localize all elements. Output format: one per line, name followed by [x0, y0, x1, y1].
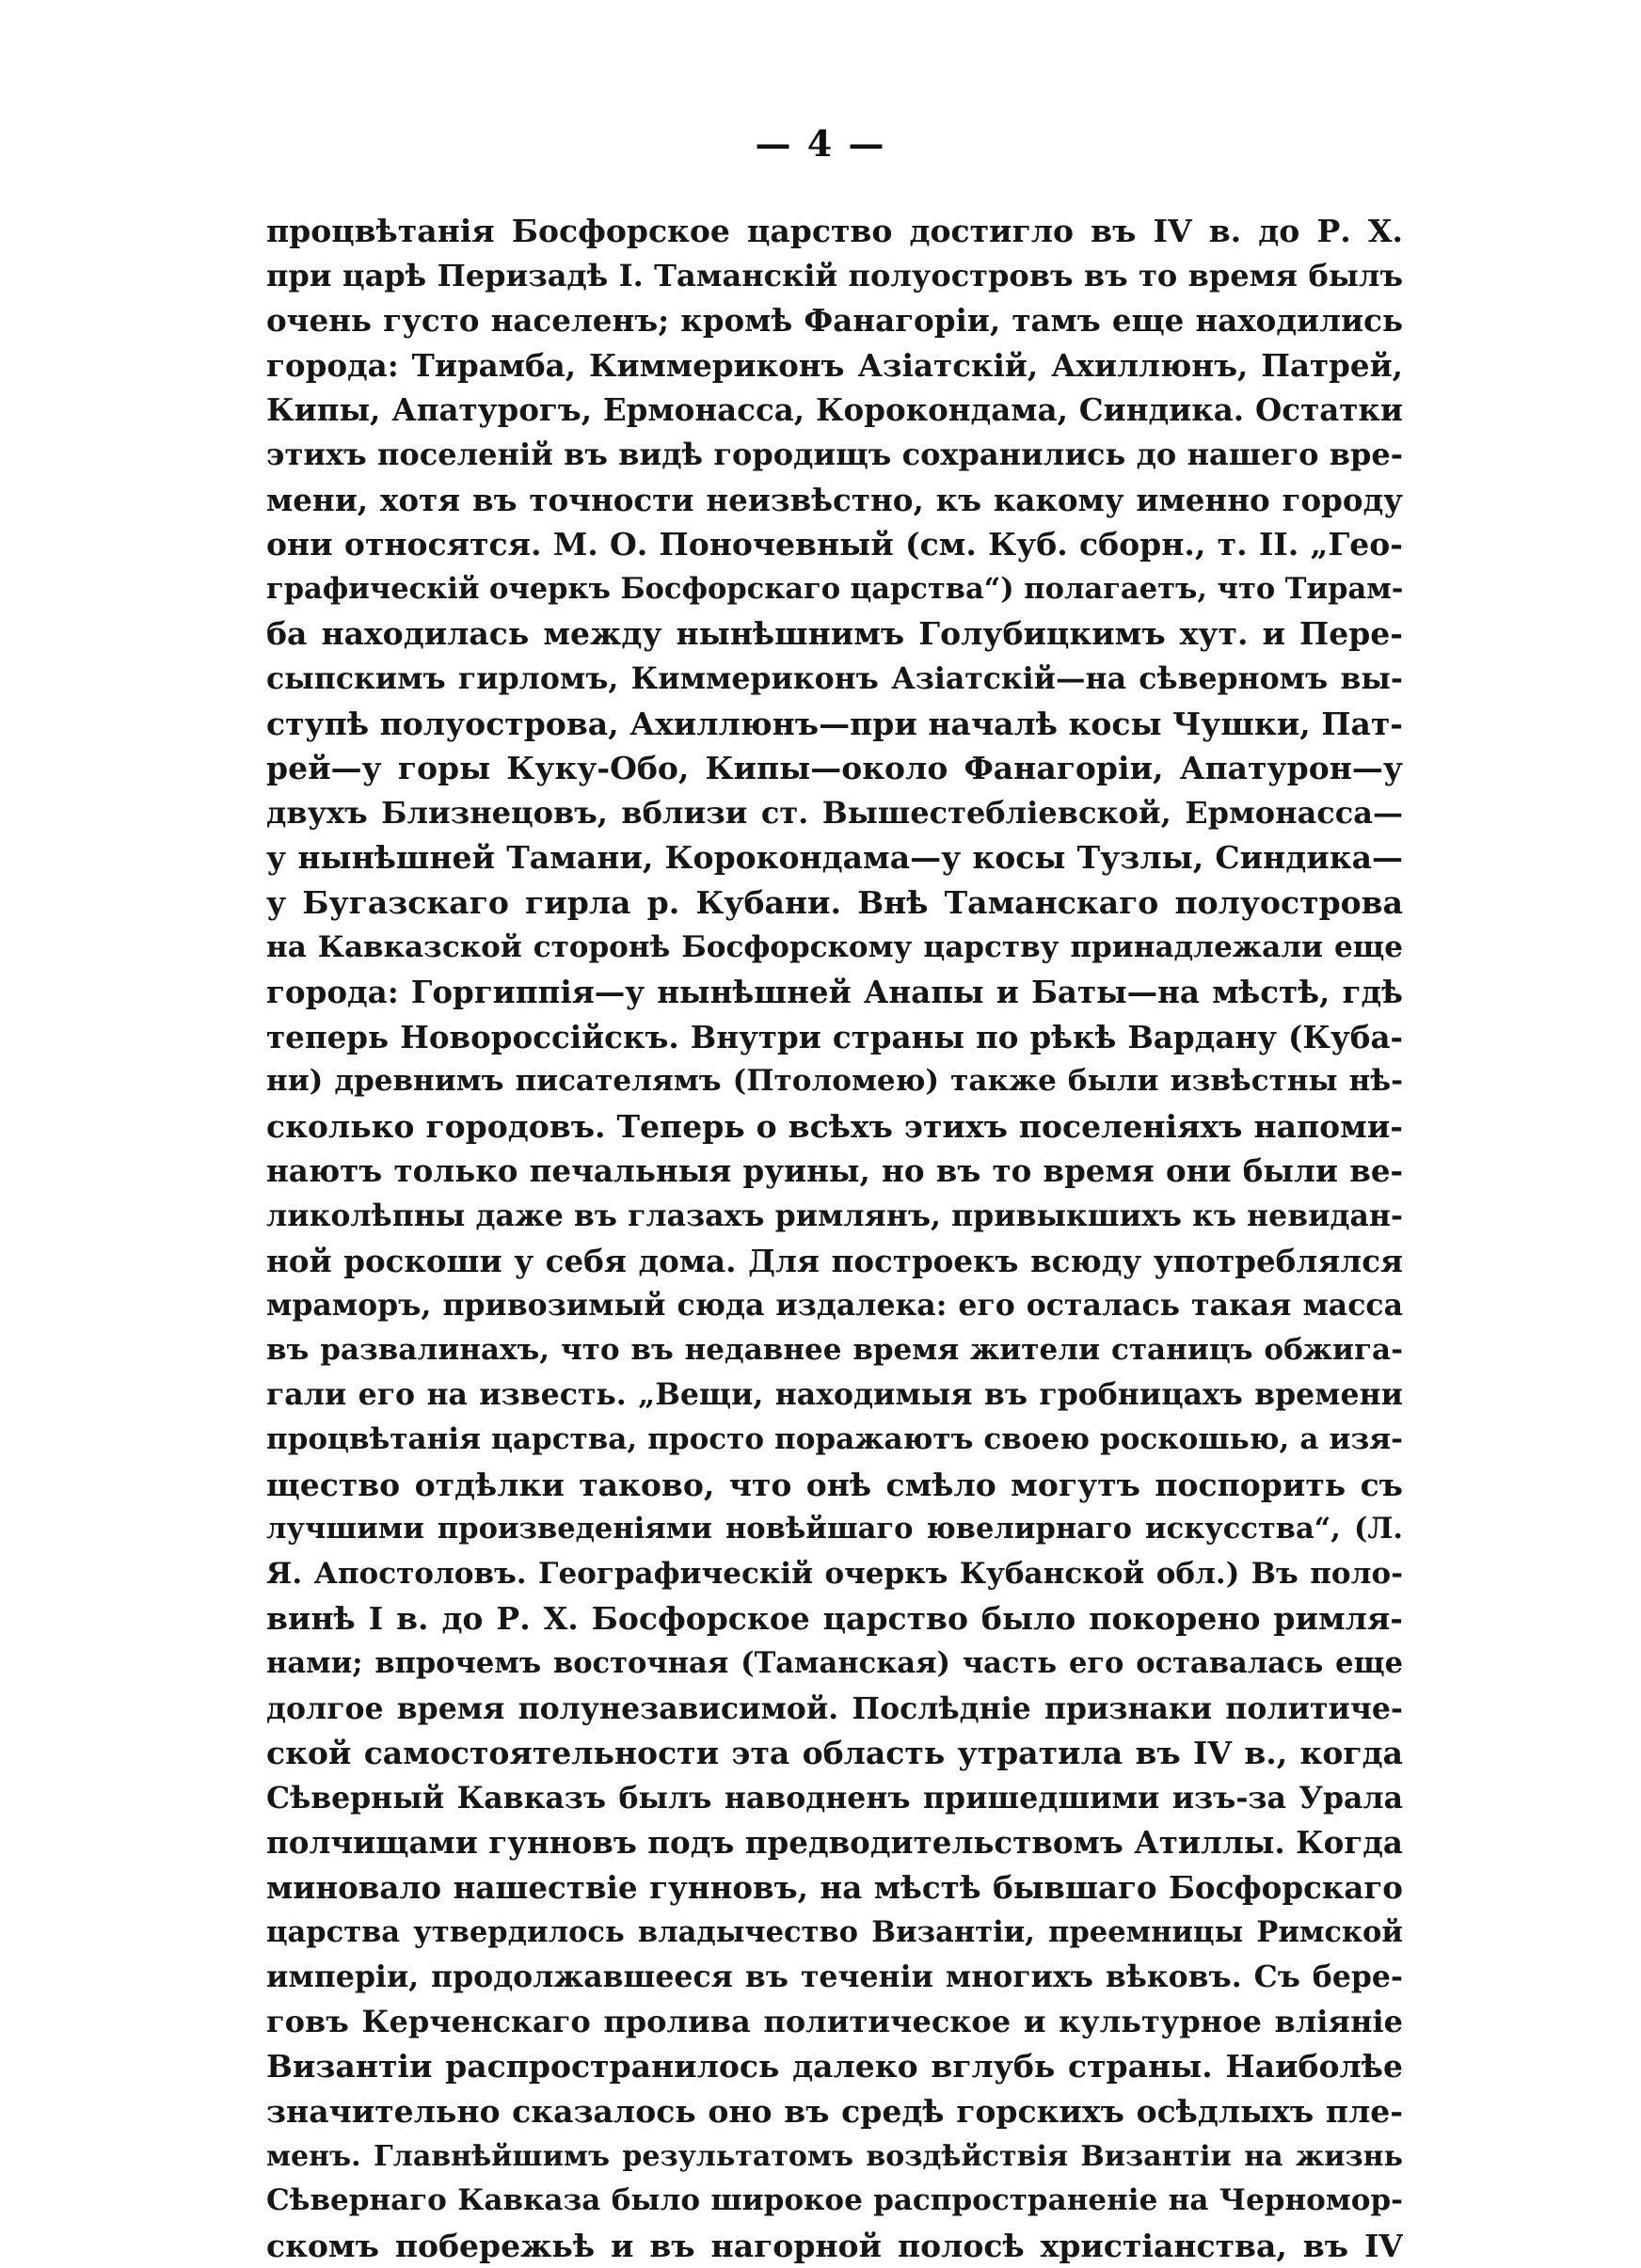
text-line: лучшими произведеніями новѣйшаго ювелирнаго искусства“, (Л.	[266, 1512, 1403, 1546]
text-line: щество отдѣлки таково, что онѣ смѣло могутъ поспорить съ	[266, 1466, 1403, 1503]
text-line: у Бугазскаго гирла р. Кубани. Внѣ Таманскаго полуострова	[266, 883, 1403, 921]
text-line: въ развалинахъ, что въ недавнее время жители станицъ обжига-	[266, 1332, 1403, 1367]
text-line: при царѣ Перизадѣ I. Таманскій полуостровъ въ то время былъ	[266, 257, 1403, 293]
text-line: говъ Керченскаго пролива политическое и культурное вліяніе	[266, 2003, 1403, 2039]
text-line: скомъ побережьѣ и въ нагорной полосѣ христіанства, въ IV	[266, 2227, 1403, 2264]
text-line: значительно сказалось оно въ средѣ горскихъ осѣдлыхъ пле-	[266, 2092, 1403, 2130]
text-line: наютъ только печальныя руины, но въ то время они были ве-	[266, 1152, 1403, 1190]
text-line: винѣ I в. до Р. Х. Босфорское царство было покорено римля-	[266, 1600, 1403, 1638]
body-text	[266, 209, 1403, 2268]
text-line: Кипы, Апатурогъ, Ермонасса, Корокондама, Синдика. Остатки	[266, 391, 1403, 429]
page-number: — 4 —	[755, 122, 886, 165]
text-line: теперь Новороссійскъ. Внутри страны по рѣкѣ Вардану (Куба-	[266, 1018, 1403, 1055]
text-line: мени, хотя въ точности неизвѣстно, къ какому именно городу	[266, 481, 1403, 518]
text-line: сыпскимъ гирломъ, Киммериконъ Азіатскій—на сѣверномъ вы-	[266, 660, 1403, 696]
text-line: долгое время полунезависимой. Послѣдніе признаки политиче-	[266, 1690, 1403, 1726]
text-line: этихъ поселеній въ видѣ городищъ сохранились до нашего вре-	[266, 436, 1403, 472]
text-line: царства утвердилось владычество Византіи, преемницы Римской	[266, 1914, 1403, 1949]
text-line: процвѣтанія царства, просто поражаютъ своею роскошью, а изя-	[266, 1422, 1403, 1457]
text-line: ной роскоши у себя дома. Для построекъ всюду употреблялся	[266, 1242, 1403, 1279]
text-line: имперіи, продолжавшееся въ теченіи многихъ вѣковъ. Съ бере-	[266, 1959, 1403, 1995]
text-line: ликолѣпны даже въ глазахъ римлянъ, привыкшихъ къ невидан-	[266, 1198, 1403, 1234]
text-line: миновало нашествіе гунновъ, на мѣстѣ бывшаго Босфорскаго	[266, 1868, 1403, 1906]
text-line: гали его на известь. „Вещи, находимыя въ гробницахъ времени	[266, 1377, 1403, 1413]
text-line: процвѣтанія Босфорское царство достигло въ IV в. до Р. Х.	[266, 213, 1403, 249]
text-line: города: Горгиппія—у нынѣшней Анапы и Баты—на мѣстѣ, гдѣ	[266, 974, 1403, 1011]
text-line: на Кавказской сторонѣ Босфорскому царству принадлежали еще	[266, 929, 1403, 964]
text-line: полчищами гунновъ подъ предводительствомъ Атиллы. Когда	[266, 1824, 1403, 1862]
text-line: ни) древнимъ писателямъ (Птоломею) также были извѣстны нѣ-	[266, 1064, 1403, 1099]
text-line: города: Тирамба, Киммериконъ Азіатскій, Ахиллюнъ, Патрей,	[266, 346, 1403, 384]
text-line: мраморъ, привозимый сюда издалека: его осталась такая масса	[266, 1288, 1403, 1324]
text-line: двухъ Близнецовъ, вблизи ст. Вышестебліевской, Ермонасса—	[266, 794, 1403, 831]
text-line: Сѣверный Кавказъ былъ наводненъ пришедшими изъ-за Урала	[266, 1780, 1403, 1816]
text-line: Византіи распространилось далеко вглубь страны. Наиболѣе	[266, 2048, 1403, 2086]
text-line: Сѣвернаго Кавказа было широкое распространеніе на Черномор-	[266, 2183, 1403, 2218]
text-line: менъ. Главнѣйшимъ результатомъ воздѣйствія Византіи на жизнь	[266, 2139, 1403, 2173]
text-line: Я. Апостоловъ. Географическій очеркъ Кубанской обл.) Въ поло-	[266, 1556, 1403, 1591]
text-line: графическій очеркъ Босфорскаго царства“) полагаетъ, что Тирам-	[266, 571, 1403, 606]
text-line: ступѣ полуострова, Ахиллюнъ—при началѣ косы Чушки, Пат-	[266, 705, 1403, 742]
text-line: у нынѣшней Тамани, Корокондама—у косы Тузлы, Синдика—	[266, 839, 1403, 877]
text-line: сколько городовъ. Теперь о всѣхъ этихъ поселеніяхъ напоми-	[266, 1107, 1403, 1145]
text-line: рей—у горы Куку-Обо, Кипы—около Фанагоріи, Апатурон—у	[266, 750, 1403, 787]
text-line: они относятся. М. О. Поночевный (см. Куб. сборн., т. II. „Гео-	[266, 526, 1403, 563]
text-line: ба находилась между нынѣшнимъ Голубицкимъ хут. и Пере-	[266, 615, 1403, 653]
text-line: нами; впрочемъ восточная (Таманская) часть его оставалась еще	[266, 1646, 1403, 1680]
text-line: ской самостоятельности эта область утратила въ IV в., когда	[266, 1735, 1403, 1772]
text-line: очень густо населенъ; кромѣ Фанагоріи, тамъ еще находились	[266, 302, 1403, 340]
